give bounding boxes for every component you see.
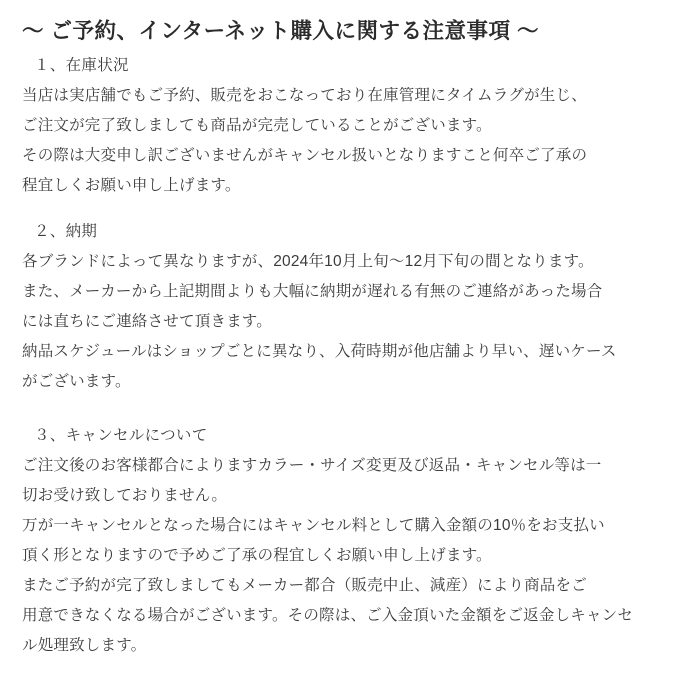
- section-cancellation: [14, 421, 686, 661]
- section-spacer: [14, 207, 686, 217]
- section-spacer: [14, 403, 686, 421]
- section-line: 用意できなくなる場合がございます。その際は、ご入金頂いた金額をご返金しキャンセ: [22, 607, 634, 624]
- section-line: 当店は実店舗でもご予約、販売をおこなっており在庫管理にタイムラグが生じ、: [22, 87, 587, 104]
- section-line: 各ブランドによって異なりますが、2024年10月上旬〜12月下旬の間となります。: [22, 253, 594, 270]
- section-stock: [14, 51, 686, 201]
- section-line: 納品スケジュールはショップごとに異なり、入荷時期が他店舗より早い、遅いケース: [22, 343, 617, 360]
- section-heading: ３、キャンセルについて: [34, 427, 208, 444]
- section-line: がございます。: [22, 373, 131, 390]
- section-heading: ２、納期: [34, 223, 98, 240]
- section-heading: １、在庫状況: [34, 57, 129, 74]
- section-line: には直ちにご連絡させて頂きます。: [22, 313, 272, 330]
- section-line: 切お受け致しておりません。: [22, 487, 228, 504]
- section-line: 万が一キャンセルとなった場合にはキャンセル料として購入金額の10％をお支払い: [22, 517, 605, 534]
- section-delivery: [14, 217, 686, 397]
- section-line: ご注文後のお客様都合によりますカラー・サイズ変更及び返品・キャンセル等は一: [22, 457, 602, 474]
- section-line: 頂く形となりますので予めご了承の程宜しくお願い申し上げます。: [22, 547, 492, 564]
- section-line: ご注文が完了致しましても商品が完売していることがございます。: [22, 117, 492, 134]
- section-line: 程宜しくお願い申し上げます。: [22, 177, 241, 194]
- section-line: ル処理致します。: [22, 637, 147, 654]
- section-line: またご予約が完了致しましてもメーカー都合（販売中止、減産）により商品をご: [22, 577, 587, 594]
- page-title: 〜 ご予約、インターネット購入に関する注意事項 〜: [22, 19, 540, 43]
- section-line: また、メーカーから上記期間よりも大幅に納期が遅れる有無のご連絡があった場合: [22, 283, 603, 300]
- section-line: その際は大変申し訳ございませんがキャンセル扱いとなりますこと何卒ご了承の: [22, 147, 588, 164]
